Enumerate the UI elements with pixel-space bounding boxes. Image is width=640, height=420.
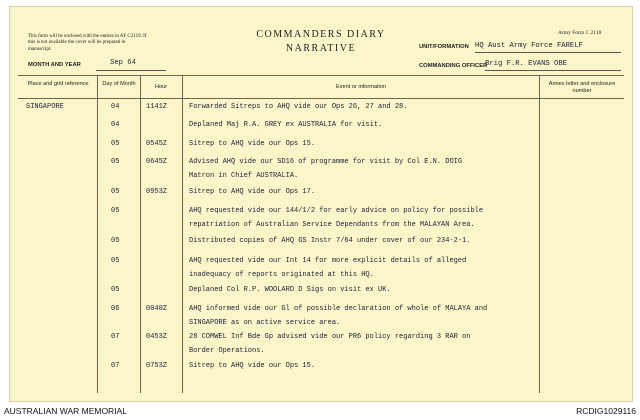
diary-row xyxy=(10,362,632,382)
entry-hour: 0953Z xyxy=(146,188,168,196)
entry-day: 05 xyxy=(111,286,120,294)
entry-event-line: Distributed copies of AHQ GS Instr 7/64 under cover of our 234-2-1. xyxy=(189,237,471,245)
unit-label: UNIT/FORMATION xyxy=(419,44,469,50)
entry-hour: 0453Z xyxy=(146,333,168,341)
entry-event-line: Sitrep to AHQ vide our Ops 15. xyxy=(189,362,316,370)
diary-row xyxy=(10,305,632,325)
diary-row xyxy=(10,188,632,208)
entry-event-line: AHQ requested vide our 144/1/2 for early advice on policy for possible xyxy=(189,207,484,215)
diary-row xyxy=(10,286,632,306)
diary-row xyxy=(10,140,632,160)
form-subtitle: NARRATIVE xyxy=(285,43,357,54)
diary-row xyxy=(10,237,632,257)
entry-hour: 0645Z xyxy=(146,158,168,166)
unit-value: HQ Aust Army Force FARELF xyxy=(475,42,583,50)
header-bottom-rule xyxy=(18,98,624,99)
footer-left: AUSTRALIAN WAR MEMORIAL xyxy=(4,406,127,416)
entry-day: 05 xyxy=(111,207,120,215)
col-header-place: Place and grid reference xyxy=(27,81,89,87)
form-title: COMMANDERS DIARY xyxy=(256,29,386,40)
entry-day: 07 xyxy=(111,362,120,370)
footer-right: RCDIG1029116 xyxy=(576,406,636,416)
entry-hour: 0040Z xyxy=(146,305,168,313)
form-number: Army Form C 2118 xyxy=(558,30,602,36)
entry-hour: 0753Z xyxy=(146,362,168,370)
month-label: MONTH AND YEAR xyxy=(28,62,81,68)
entry-event-line: Sitrep to AHQ vide our Ops 15. xyxy=(189,140,316,148)
diary-row xyxy=(10,103,632,123)
entry-day: 05 xyxy=(111,140,120,148)
officer-label: COMMANDING OFFICER xyxy=(419,63,488,69)
diary-row xyxy=(10,333,632,353)
entry-day: 06 xyxy=(111,305,120,313)
entry-day: 05 xyxy=(111,158,120,166)
entry-event-line: SINGAPORE as on active service area. xyxy=(189,319,341,327)
entry-place: SINGAPORE xyxy=(26,103,64,111)
month-underline xyxy=(96,70,166,71)
entry-event-line: 28 COMWEL Inf Bde Gp advised vide our PR6 policy regarding 3 RAR on xyxy=(189,333,471,341)
entry-event-line: Border Operations. xyxy=(189,347,265,355)
entry-event-line: Forwarded Sitreps to AHQ vide our Ops 26, 27 and 28. xyxy=(189,103,408,111)
entry-event-line: AHQ informed vide our Gl of possible declaration of whole of MALAYA and xyxy=(189,305,488,313)
entry-event-line: repatriation of Australian Service Dependants from the MALAYAN Area. xyxy=(189,221,475,229)
entry-day: 04 xyxy=(111,121,120,129)
officer-underline xyxy=(485,70,621,71)
entry-event-line: Advised AHQ vide our SD16 of programme for visit by Col E.N. DOIG xyxy=(189,158,463,166)
entry-hour: 1141Z xyxy=(146,103,168,111)
col-header-annex: Annex letter and enclosure number xyxy=(548,81,616,94)
entry-event-line: Matron in Chief AUSTRALIA. xyxy=(189,172,299,180)
unit-underline xyxy=(475,52,621,53)
officer-value: Brig F.R. EVANS OBE xyxy=(485,60,567,68)
diary-row xyxy=(10,257,632,277)
form-note: This form will be enclosed with the entries in AF C2119. If this is not available the cover will be prepared in manuscript. xyxy=(28,34,147,52)
col-header-day: Day of Month xyxy=(102,81,136,87)
table-top-rule xyxy=(18,75,624,76)
diary-row xyxy=(10,207,632,227)
col-header-hour: Hour xyxy=(154,84,168,90)
col-header-event: Event or information xyxy=(335,84,387,90)
entry-event-line: Deplaned Col R.P. WOOLARD D Sigs on visit ex UK. xyxy=(189,286,391,294)
entry-event-line: Deplaned Maj R.A. GREY ex AUSTRALIA for visit. xyxy=(189,121,383,129)
entry-event-line: Sitrep to AHQ vide our Ops 17. xyxy=(189,188,316,196)
month-value: Sep 64 xyxy=(110,59,136,67)
entry-day: 05 xyxy=(111,237,120,245)
entry-day: 05 xyxy=(111,257,120,265)
entry-day: 07 xyxy=(111,333,120,341)
diary-form xyxy=(9,6,633,402)
entry-event-line: AHQ requested vide our Int 14 for more explicit details of alleged xyxy=(189,257,467,265)
entry-event-line: inadequacy of reports originated at this HQ. xyxy=(189,271,374,279)
entry-hour: 0545Z xyxy=(146,140,168,148)
entry-day: 04 xyxy=(111,103,120,111)
diary-row xyxy=(10,121,632,141)
entry-day: 05 xyxy=(111,188,120,196)
diary-row xyxy=(10,158,632,178)
